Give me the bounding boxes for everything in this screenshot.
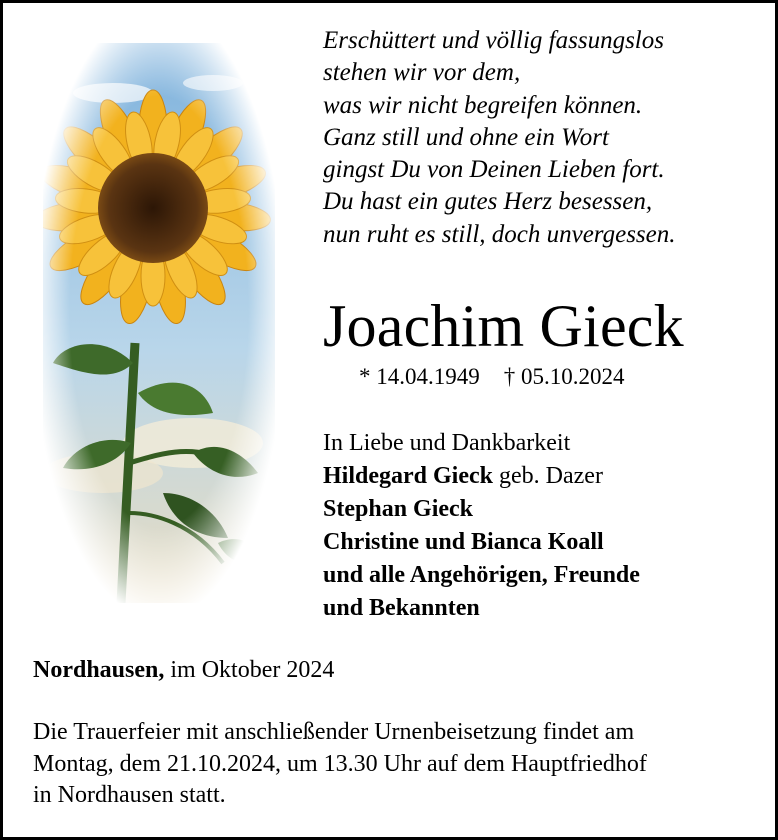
funeral-info-line: Die Trauerfeier mit anschließender Urnenbeisetzung findet am xyxy=(33,719,635,745)
deceased-name: Joachim Gieck xyxy=(323,293,684,359)
mourner-line: Christine und Bianca Koall xyxy=(323,529,604,555)
poem-line: was wir nicht begreifen können. xyxy=(323,91,643,119)
mourners-list xyxy=(323,427,763,625)
mourner-line xyxy=(323,460,763,493)
poem-line: gingst Du von Deinen Lieben fort. xyxy=(323,156,665,184)
mourner-name: Hildegard Gieck xyxy=(323,463,493,489)
mourners-intro: In Liebe und Dankbarkeit xyxy=(323,430,571,456)
mourner-line: Stephan Gieck xyxy=(323,496,474,522)
poem-line: stehen wir vor dem, xyxy=(323,59,521,87)
poem-line: Erschüttert und völlig fassungslos xyxy=(323,27,664,54)
funeral-info xyxy=(33,717,763,812)
place-city: Nordhausen, xyxy=(33,657,165,683)
place-date xyxy=(33,655,753,685)
mourner-line: und Bekannten xyxy=(323,595,480,621)
place-month: im Oktober 2024 xyxy=(164,657,335,683)
life-dates xyxy=(359,363,759,391)
birth-date: * 14.04.1949 xyxy=(359,364,480,389)
sunflower-image xyxy=(43,43,275,603)
funeral-info-line: in Nordhausen statt. xyxy=(33,782,226,808)
poem-line: nun ruht es still, doch unvergessen. xyxy=(323,220,676,248)
funeral-info-line: Montag, dem 21.10.2024, um 13.30 Uhr auf dem Hauptfriedhof xyxy=(33,750,647,777)
mourner-suffix: geb. Dazer xyxy=(493,463,603,489)
death-date: † 05.10.2024 xyxy=(503,364,625,389)
poem-line: Du hast ein gutes Herz besessen, xyxy=(323,188,653,216)
poem-line: Ganz still und ohne ein Wort xyxy=(323,123,609,151)
poem xyxy=(323,25,763,251)
mourner-line: und alle Angehörigen, Freunde xyxy=(323,562,640,588)
